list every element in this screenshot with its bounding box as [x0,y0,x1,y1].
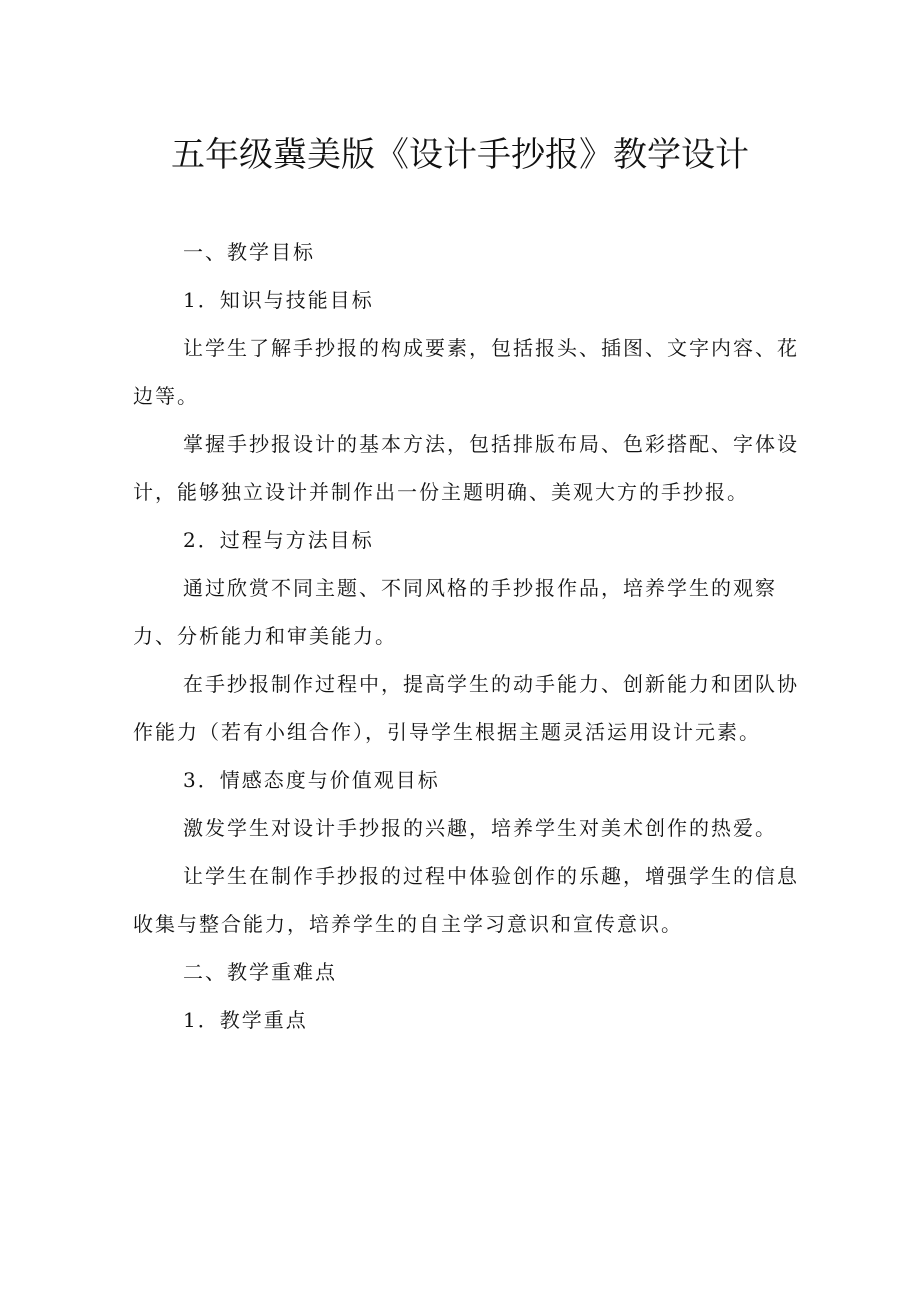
document-title: 五年级冀美版《设计手抄报》教学设计 [171,135,749,175]
subheading-teaching-focus: 1．教学重点 [183,1008,308,1032]
paragraph-knowledge-2: 掌握手抄报设计的基本方法，包括排版布局、色彩搭配、字体设计，能够独立设计并制作出一份主题明确、美观大方的手抄报。 [133,432,799,504]
subheading-knowledge-skills: 1．知识与技能目标 [183,288,374,312]
document-body [133,228,803,1044]
paragraph-emotion-1: 激发学生对设计手抄报的兴趣，培养学生对美术创作的热爱。 [183,816,777,840]
paragraph-process-2: 在手抄报制作过程中，提高学生的动手能力、创新能力和团队协作能力（若有小组合作），引导学生根据主题灵活运用设计元素。 [133,672,799,744]
paragraph-emotion-2: 让学生在制作手抄报的过程中体验创作的乐趣，增强学生的信息收集与整合能力，培养学生的自主学习意识和宣传意识。 [133,864,799,936]
subheading-process-method: 2．过程与方法目标 [183,528,374,552]
section-heading-objectives: 一、教学目标 [183,240,315,264]
paragraph-knowledge-1: 让学生了解手抄报的构成要素，包括报头、插图、文字内容、花边等。 [133,336,799,408]
paragraph-process-1: 通过欣赏不同主题、不同风格的手抄报作品，培养学生的观察力、分析能力和审美能力。 [133,576,777,648]
section-heading-key-difficult: 二、教学重难点 [183,960,337,984]
subheading-emotion-values: 3．情感态度与价值观目标 [183,768,440,792]
